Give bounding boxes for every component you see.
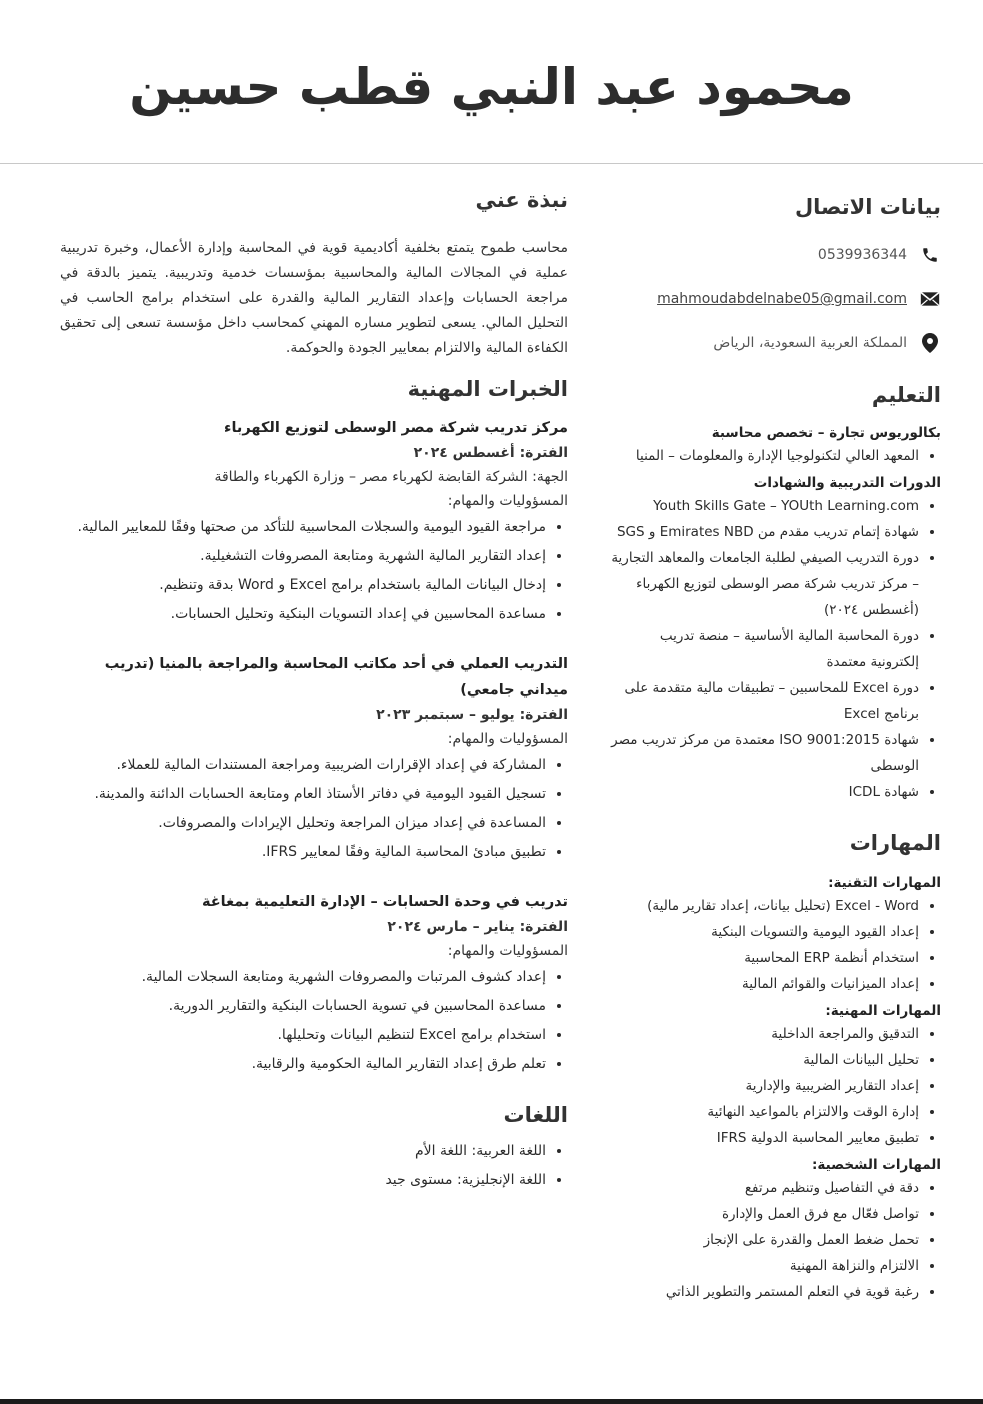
job-duties-label: المسؤوليات والمهام:: [447, 493, 568, 509]
duty-item: • مساعدة المحاسبين في إعداد التسويات البنكية وتحليل الحسابات.: [60, 600, 546, 629]
email-link[interactable]: mahmoudabdelnabe05@gmail.com: [657, 291, 907, 307]
phone-icon: [919, 244, 941, 266]
course-item: • شهادة إتمام تدريب مقدم من Emirates NBD و SGS: [611, 519, 919, 545]
skill-item: • تطبيق معايير المحاسبة الدولية IFRS: [611, 1125, 919, 1151]
duty-item: • إعداد كشوف المرتبات والمصروفات الشهرية ومتابعة السجلات المالية.: [60, 963, 546, 992]
personal-skills-heading: المهارات الشخصية:: [812, 1157, 941, 1173]
languages-title: اللغات: [503, 1103, 568, 1127]
duty-item: • تطبيق مبادئ المحاسبة المالية وفقًا لمعايير IFRS.: [60, 838, 546, 867]
about-text: محاسب طموح يتمتع بخلفية أكاديمية قوية في المحاسبة وإدارة الأعمال، وخبرة تدريبية عملية في المجالات المالية والمحاسبية بمؤسسات خدمية وتدريبية. يتميز بالدقة في مراجعة الحسابات وإعداد التقارير المالية والقدرة على استخدام برامج الحاسب في التحليل المالي. يسعى لتطوير مساره المهني كمحاسب داخل مؤسسة تسعى إلى تحقيق الكفاءة المالية والالتزام بمعايير الجودة والحوكمة.: [60, 240, 568, 356]
institute-item: • المعهد العالي لتكنولوجيا الإدارة والمعلومات – المنيا: [611, 443, 919, 469]
header-divider: [0, 163, 983, 164]
contact-location: [611, 321, 941, 365]
duty-item: • مراجعة القيود اليومية والسجلات المحاسبية للتأكد من صحتها وفقًا للمعايير المالية.: [60, 513, 546, 542]
phone-number[interactable]: 0539936344: [817, 247, 907, 263]
skill-item: • التدقيق والمراجعة الداخلية: [611, 1021, 919, 1047]
job-entity: الجهة: الشركة القابضة لكهرباء مصر – وزارة الكهرباء والطاقة: [214, 469, 568, 485]
duty-item: • مساعدة المحاسبين في تسوية الحسابات البنكية والتقارير الدورية.: [60, 992, 546, 1021]
language-item: • اللغة العربية: اللغة الأم: [60, 1137, 546, 1166]
job-period: الفترة: يوليو – سبتمبر ٢٠٢٣: [376, 707, 568, 723]
location-pin-icon: [919, 332, 941, 354]
job-entry: [60, 889, 568, 1079]
job-entry: [60, 651, 568, 867]
about-title: نبذة عني: [475, 188, 568, 212]
skill-item: • الالتزام والنزاهة المهنية: [611, 1253, 919, 1279]
language-item: • اللغة الإنجليزية: مستوى جيد: [60, 1166, 546, 1195]
skill-item: • رغبة قوية في التعلم المستمر والتطوير الذاتي: [611, 1279, 919, 1305]
technical-skills-heading: المهارات التقنية:: [828, 875, 941, 891]
location-text: المملكة العربية السعودية، الرياض: [713, 335, 907, 351]
skills-section: [611, 831, 941, 1305]
duty-item: • إعداد التقارير المالية الشهرية ومتابعة المصروفات التشغيلية.: [60, 542, 546, 571]
sidebar-column: [611, 195, 941, 1323]
skill-item: • تواصل فعّال مع فرق العمل والإدارة: [611, 1201, 919, 1227]
skill-item: • إدارة الوقت والالتزام بالمواعيد النهائية: [611, 1099, 919, 1125]
job-duties-label: المسؤوليات والمهام:: [447, 943, 568, 959]
duty-item: • تعلم طرق إعداد التقارير المالية الحكومية والرقابية.: [60, 1050, 546, 1079]
job-period: الفترة: يناير – مارس ٢٠٢٤: [387, 919, 568, 935]
course-item: • Youth Skills Gate – YOUth Learning.com: [611, 493, 919, 519]
skill-item: • Excel - Word (تحليل بيانات، إعداد تقارير مالية): [611, 893, 919, 919]
job-duties-label: المسؤوليات والمهام:: [447, 731, 568, 747]
courses-heading: الدورات التدريبية والشهادات: [753, 475, 941, 491]
duty-item: • تسجيل القيود اليومية في دفاتر الأستاذ العام ومتابعة الحسابات الدائنة والمدينة.: [60, 780, 546, 809]
course-item: • شهادة ISO 9001:2015 معتمدة من مركز تدريب مصر الوسطى: [611, 727, 919, 779]
job-entry: [60, 415, 568, 629]
degree-heading: بكالوريوس تجارة – تخصص محاسبة: [711, 425, 941, 441]
email-icon: [919, 288, 941, 310]
skill-item: • تحمل ضغط العمل والقدرة على الإنجاز: [611, 1227, 919, 1253]
skill-item: • إعداد القيود اليومية والتسويات البنكية: [611, 919, 919, 945]
skill-item: • إعداد الميزانيات والقوائم المالية: [611, 971, 919, 997]
skill-item: • استخدام أنظمة ERP المحاسبية: [611, 945, 919, 971]
languages-section: [60, 1103, 568, 1195]
skill-item: • دقة في التفاصيل وتنظيم مرتفع: [611, 1175, 919, 1201]
contact-phone: [611, 233, 941, 277]
skills-title: المهارات: [849, 831, 941, 855]
job-title: تدريب في وحدة الحسابات – الإدارة التعليمية بمغاغة: [201, 894, 568, 910]
skill-item: • تحليل البيانات المالية: [611, 1047, 919, 1073]
contact-title: بيانات الاتصال: [794, 195, 941, 219]
footer-bar: [0, 1399, 983, 1404]
education-title: التعليم: [871, 383, 941, 407]
duty-item: • المساعدة في إعداد ميزان المراجعة وتحليل الإيرادات والمصروفات.: [60, 809, 546, 838]
candidate-name: محمود عبد النبي قطب حسين: [129, 58, 854, 116]
job-title: مركز تدريب شركة مصر الوسطى لتوزيع الكهرباء: [224, 420, 568, 436]
job-period: الفترة: أغسطس ٢٠٢٤: [413, 445, 568, 461]
duty-item: • إدخال البيانات المالية باستخدام برامج Excel و Word بدقة وتنظيم.: [60, 571, 546, 600]
education-section: [611, 383, 941, 805]
professional-skills-heading: المهارات المهنية:: [825, 1003, 941, 1019]
about-section: [60, 188, 568, 361]
course-item: • شهادة ICDL: [611, 779, 919, 805]
course-item: • دورة التدريب الصيفي لطلبة الجامعات والمعاهد التجارية – مركز تدريب شركة مصر الوسطى لتوزيع الكهرباء (أغسطس ٢٠٢٤): [611, 545, 919, 623]
experience-title: الخبرات المهنية: [407, 377, 568, 401]
duty-item: • استخدام برامج Excel لتنظيم البيانات وتحليلها.: [60, 1021, 546, 1050]
contact-section: [611, 195, 941, 365]
contact-email: [611, 277, 941, 321]
course-item: • دورة المحاسبة المالية الأساسية – منصة تدريب إلكترونية معتمدة: [611, 623, 919, 675]
duty-item: • المشاركة في إعداد الإقرارات الضريبية ومراجعة المستندات المالية للعملاء.: [60, 751, 546, 780]
experience-section: [60, 377, 568, 1079]
skill-item: • إعداد التقارير الضريبية والإدارية: [611, 1073, 919, 1099]
course-item: • دورة Excel للمحاسبين – تطبيقات مالية متقدمة على برنامج Excel: [611, 675, 919, 727]
main-column: [60, 188, 568, 1195]
job-title: التدريب العملي في أحد مكاتب المحاسبة والمراجعة بالمنيا (تدريب ميداني جامعي): [104, 656, 568, 698]
